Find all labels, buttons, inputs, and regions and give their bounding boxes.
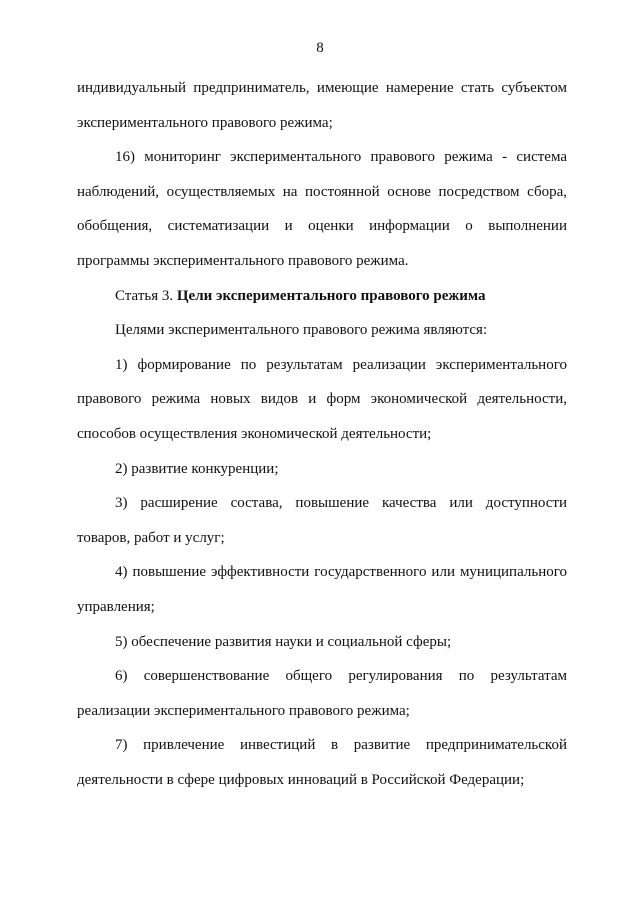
list-item-5: 5) обеспечение развития науки и социальной сферы; [115, 633, 452, 650]
list-item-2: 2) развитие конкуренции; [115, 460, 279, 477]
list-item-6: 6) совершенствование общего регулирования по результатам реализации экспериментального правового режима; [77, 668, 567, 719]
list-item-4: 4) повышение эффективности государственного или муниципального управления; [77, 564, 567, 615]
article-number: Статья 3. [115, 287, 177, 304]
page-number: 8 [316, 40, 324, 56]
paragraph-continuation: индивидуальный предприниматель, имеющие намерение стать субъектом экспериментального правового режима; [77, 80, 567, 131]
list-item-7: 7) привлечение инвестиций в развитие предпринимательской деятельности в сфере цифровых инноваций в Российской Федерации; [77, 737, 567, 788]
paragraph-intro: Целями экспериментального правового режима являются: [115, 322, 488, 339]
document-body [77, 71, 567, 797]
article-title: Цели экспериментального правового режима [176, 287, 486, 304]
article-heading [77, 279, 567, 314]
paragraph-item-16: 16) мониторинг экспериментального правового режима - система наблюдений, осуществляемых на постоянной основе посредством сбора, обобщения, систематизации и оценки информации о выполнении программы экспериментального правового режима. [77, 149, 567, 269]
list-item-1: 1) формирование по результатам реализации экспериментального правового режима новых видов и форм экономической деятельности, способов осуществления экономической деятельности; [77, 356, 567, 442]
list-item-3: 3) расширение состава, повышение качества или доступности товаров, работ и услуг; [77, 495, 567, 546]
